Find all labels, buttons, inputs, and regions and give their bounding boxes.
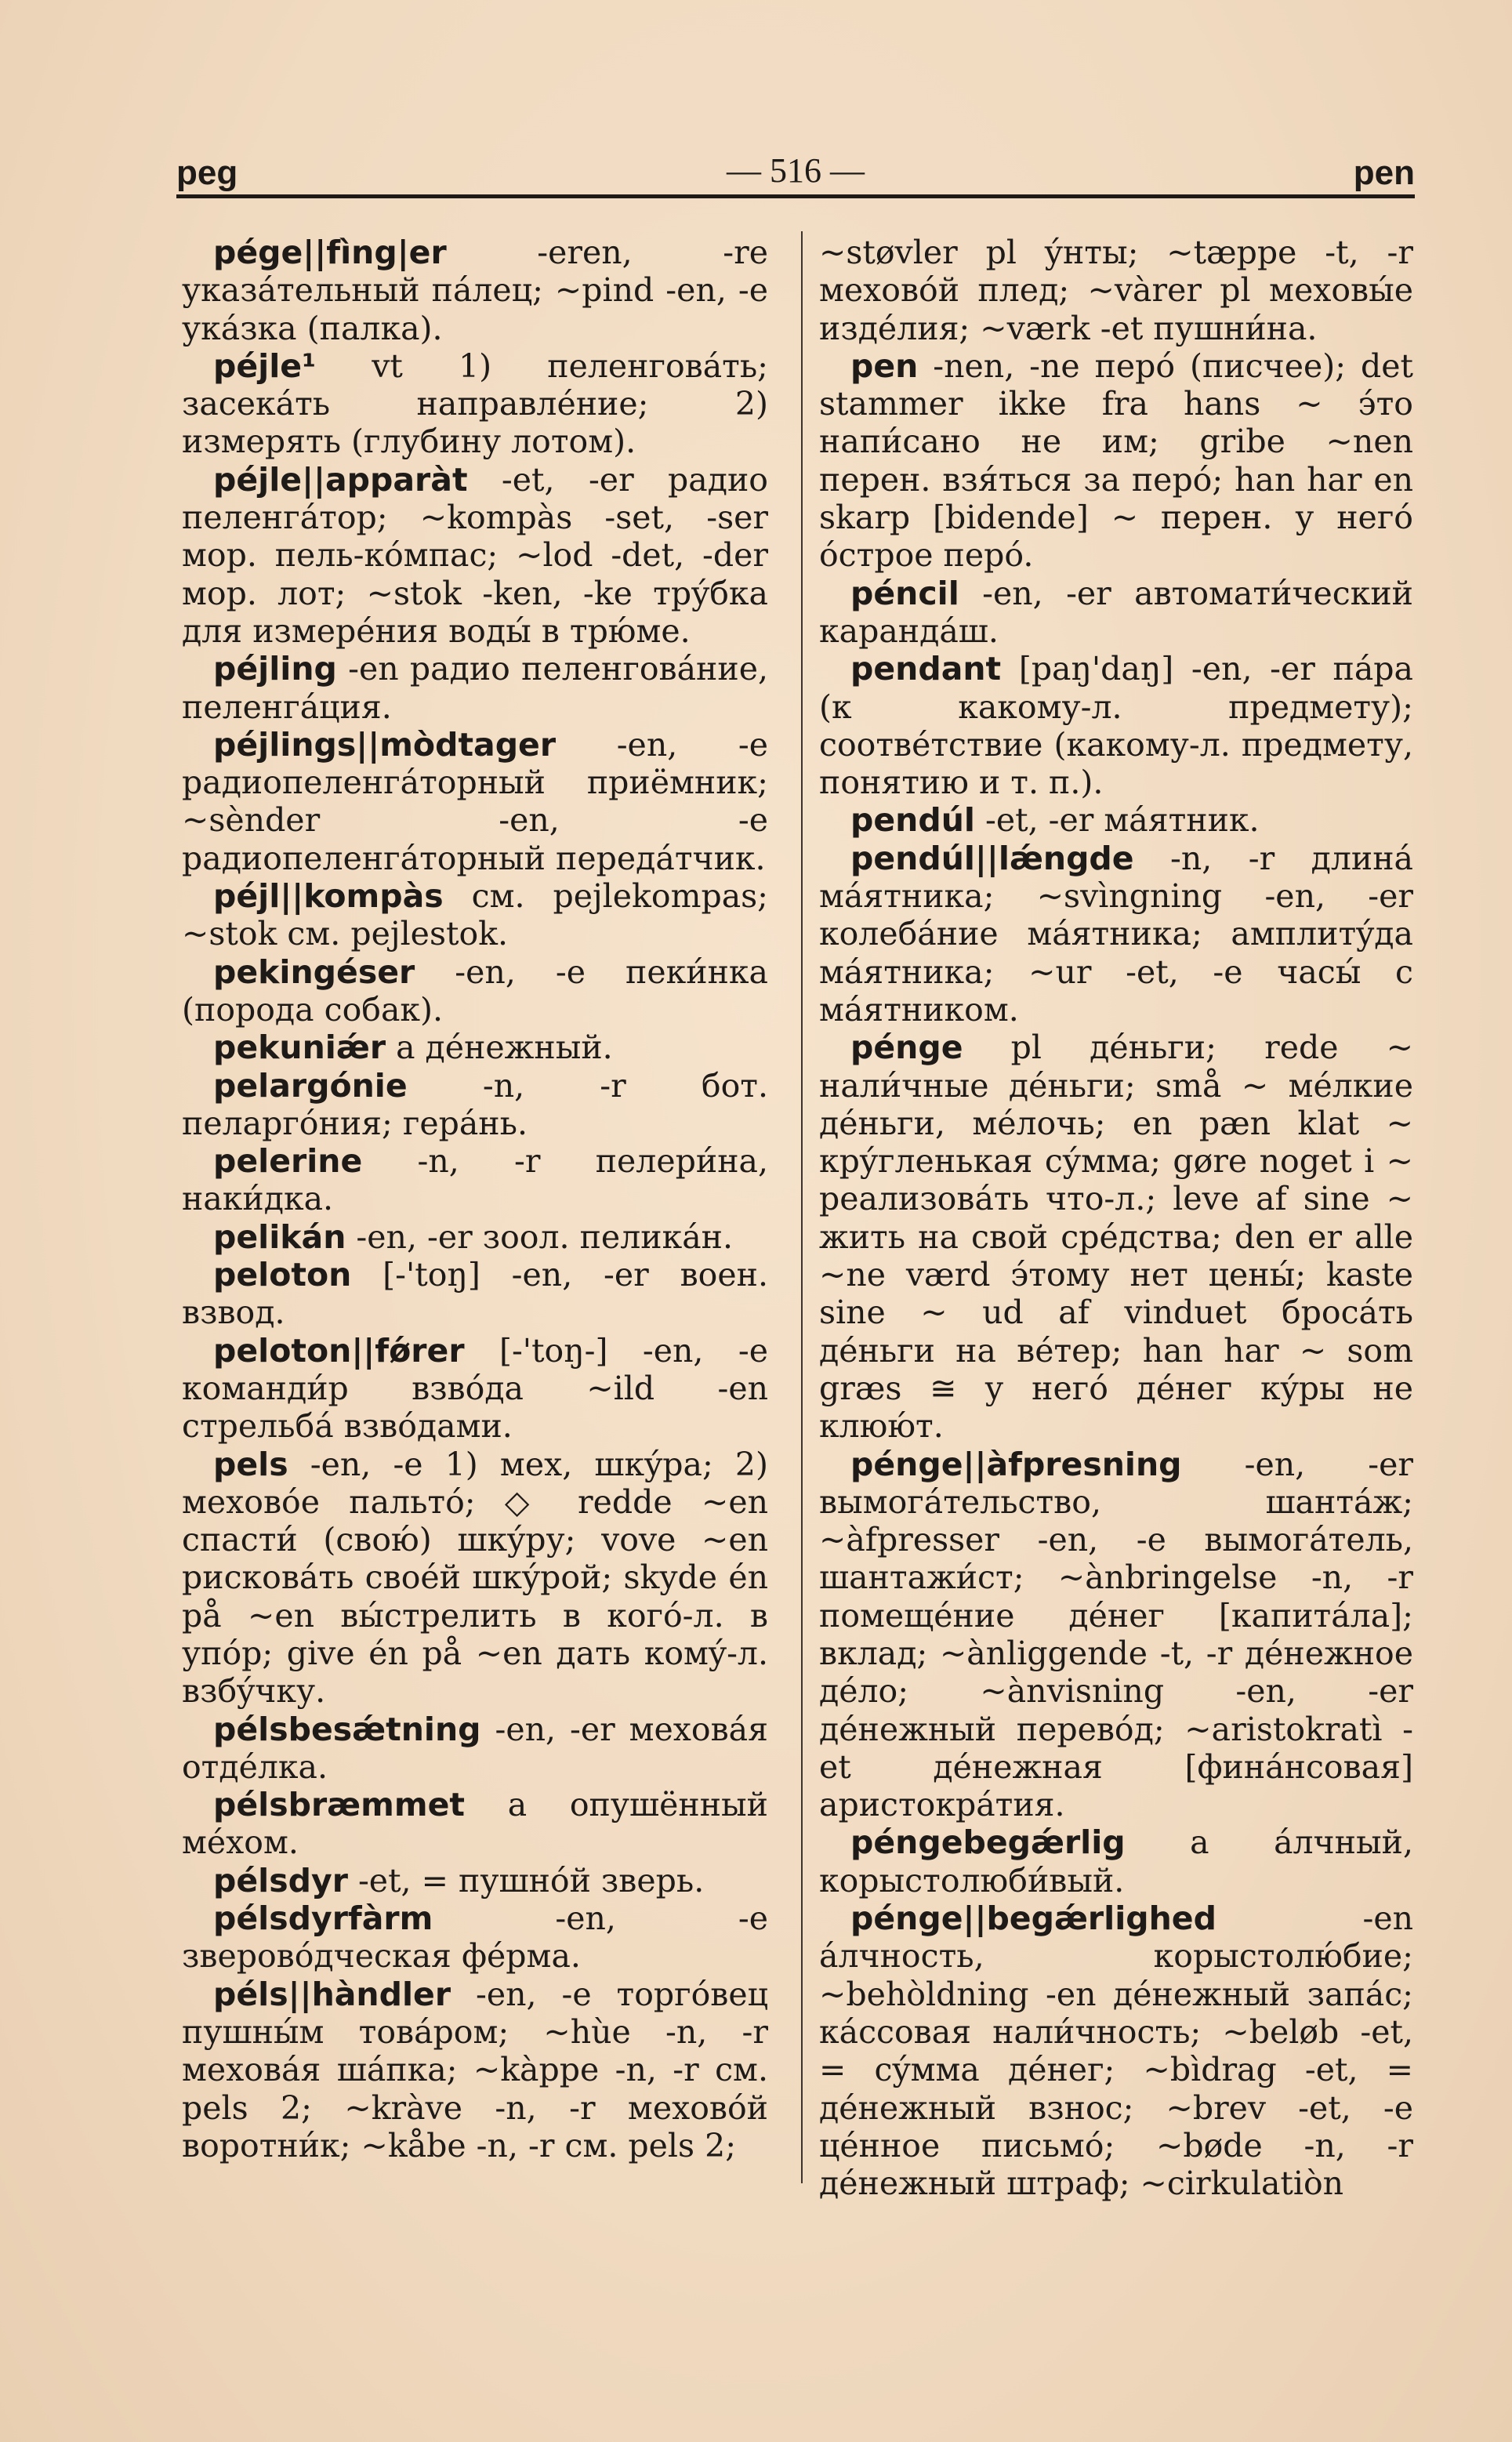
entry-headword: péjle¹ bbox=[213, 347, 317, 385]
dictionary-entry bbox=[182, 461, 768, 650]
entry-headword: pen bbox=[850, 347, 919, 385]
entry-headword: péjlings||mòdtager bbox=[213, 725, 557, 764]
entry-headword: pendúl bbox=[850, 801, 975, 840]
entry-definition: см. pejlekompas; ~stok см. pejlestok. bbox=[182, 877, 768, 953]
entry-headword: pelerine bbox=[213, 1142, 363, 1181]
dictionary-entry bbox=[182, 877, 768, 953]
dictionary-entry bbox=[182, 1862, 768, 1900]
entry-headword: pekingéser bbox=[213, 952, 415, 991]
dictionary-entry bbox=[182, 1976, 768, 2164]
dictionary-entry bbox=[819, 1029, 1413, 1445]
entry-headword: pekuniǽr bbox=[213, 1029, 386, 1067]
entry-headword: pége||fìng|er bbox=[213, 234, 447, 271]
column-divider bbox=[801, 231, 803, 2183]
entry-headword: péls||hàndler bbox=[213, 1975, 451, 2013]
header-left-guide-word: peg bbox=[176, 154, 238, 192]
entry-definition: -en, -e радиопеленгáторный приёмник; ~sènder -en, -e радиопеленгáторный передáтчик. bbox=[182, 725, 768, 877]
dictionary-entry bbox=[819, 347, 1413, 575]
header-right-guide-word: pen bbox=[1353, 154, 1415, 192]
dictionary-entry bbox=[182, 1711, 768, 1787]
entry-headword: pélsbræmmet bbox=[213, 1786, 465, 1824]
entry-definition: -n, -r длинá мáятника; ~svìngning -en, -er колебáние мáятника; амплитýда мáятника; ~ur -et, -e часы́ с мáятником. bbox=[819, 839, 1413, 1029]
right-column bbox=[819, 234, 1413, 2202]
dictionary-entry bbox=[182, 726, 768, 877]
dictionary-entry bbox=[819, 234, 1413, 347]
entry-definition: -et, = пушнóй зверь. bbox=[347, 1861, 705, 1900]
entry-definition: -n, -r бот. пеларгóния; герáнь. bbox=[182, 1066, 768, 1142]
entry-headword: pels bbox=[213, 1445, 288, 1483]
entry-headword: péjle||apparàt bbox=[213, 460, 468, 499]
entry-definition: vt 1) пеленговáть; засекáть направлéние; 2) измерять (глубину лотом). bbox=[182, 347, 768, 461]
entry-headword: pendúl||lǽngde bbox=[850, 839, 1134, 877]
entry-definition: -en, -er вымогáтельство, шантáж; ~àfpresser -en, -e вымогáтель, шантажи́ст; ~ànbringelse -n, -r помещéние дéнег [капитáла]; вклад; ~ànliggende -t, -r дéнежное дéло; ~ànvisning -en, -er дéнежный перевóд; ~aristokratì -et дéнежная [финáнсовая] аристокрáтия. bbox=[819, 1445, 1413, 1824]
entry-definition: -en радио пеленговáние, пеленгáция. bbox=[182, 650, 768, 726]
entry-definition: -en áлчность, корыстолю́бие; ~behòldning -en дéнежный запáс; кáссовая нали́чность; ~beløb -et, = сýмма дéнег; ~bìdrag -et, = дéнежный взнос; ~brev -et, -e цéнное письмó; ~bøde -n, -r дéнежный штраф; ~cirkulatiòn bbox=[819, 1900, 1413, 2203]
dictionary-entry bbox=[182, 1900, 768, 1976]
entry-definition: ~støvler pl ýнты; ~tæppe -t, -r меховóй плед; ~vàrer pl меховы́е издéлия; ~værk -et пушни́на. bbox=[819, 234, 1413, 347]
entry-definition: a áлчный, корыстолюби́вый. bbox=[819, 1823, 1413, 1900]
entry-headword: pélsdyrfàrm bbox=[213, 1900, 433, 1938]
left-column bbox=[182, 234, 768, 2164]
dictionary-entry bbox=[819, 1446, 1413, 1824]
entry-definition: -n, -r пелери́на, наки́дка. bbox=[182, 1142, 768, 1218]
entry-headword: péncil bbox=[850, 574, 959, 612]
entry-headword: pélsdyr bbox=[213, 1861, 348, 1900]
dictionary-entry bbox=[182, 1029, 768, 1066]
dictionary-entry bbox=[819, 801, 1413, 839]
entry-definition: -en, -er меховáя отдéлка. bbox=[182, 1710, 768, 1786]
entry-headword: pénge||àfpresning bbox=[850, 1445, 1182, 1483]
entry-headword: péngebegǽrlig bbox=[850, 1823, 1126, 1862]
entry-definition: -en, -e торгóвец пушны́м товáром; ~hùe -n, -r меховáя шáпка; ~kàppe -n, -r см. pels 2; ~kràve -n, -r меховóй воротни́к; ~kåbe -n, -r см. pels 2; bbox=[182, 1975, 768, 2164]
dictionary-entry bbox=[819, 650, 1413, 801]
dictionary-entry bbox=[182, 1218, 768, 1256]
entry-headword: pelikán bbox=[213, 1217, 346, 1256]
dictionary-entry bbox=[182, 1142, 768, 1218]
entry-definition: -et, -er мáятник. bbox=[974, 801, 1260, 840]
dictionary-entry bbox=[182, 1332, 768, 1446]
entry-definition: -en, -e зверовóдческая фéрма. bbox=[182, 1900, 768, 1976]
entry-definition: [paŋ'daŋ] -en, -er пáра (к какому-л. предмету); соотвéтствие (какому-л. предмету, понятию и т. п.). bbox=[819, 650, 1413, 802]
entry-definition: pl дéньги; rede ~ нали́чные дéньги; små ~ мéлкие дéньги, мéлочь; en pæn klat ~ крýгленькая сýмма; gøre noget i ~ реализовáть что-л.; leve af sine ~ жить на свой срéдства; den er alle ~ne værd э́тому нет цены́; kaste sine ~ ud af vinduet бросáть дéньги на вéтер; han har ~ som græs ≅ у негó дéнег кýры не клюю́т. bbox=[819, 1029, 1413, 1446]
entry-definition: -et, -er радио пеленгáтор; ~kompàs -set, -ser мор. пель-кóмпас; ~lod -det, -der мор. лот; ~stok -ken, -ke трýбка для измерéния воды́ в трю́ме. bbox=[182, 460, 768, 650]
entry-headword: pénge bbox=[850, 1029, 963, 1067]
entry-definition: [-'toŋ-] -en, -e команди́р взвóда ~ild -en стрельбá взвóдами. bbox=[182, 1331, 768, 1446]
entry-definition: a опушённый мéхом. bbox=[182, 1786, 768, 1862]
dictionary-entry bbox=[182, 1067, 768, 1143]
dictionary-entry bbox=[182, 1446, 768, 1711]
entry-definition: -en, -e пеки́нка (порода собак). bbox=[182, 952, 768, 1029]
dictionary-entry bbox=[819, 1823, 1413, 1900]
entry-definition: -eren, -re указáтельный пáлец; ~pind -en, -e укáзка (палка). bbox=[182, 234, 768, 347]
entry-definition: -en, -er автомати́ческий карандáш. bbox=[819, 574, 1413, 650]
page-number: — 516 — bbox=[727, 151, 865, 190]
dictionary-entry bbox=[819, 840, 1413, 1029]
entry-headword: péjl||kompàs bbox=[213, 877, 444, 916]
entry-headword: peloton bbox=[213, 1256, 352, 1294]
entry-definition: a дéнежный. bbox=[386, 1029, 613, 1067]
dictionary-entry bbox=[819, 575, 1413, 651]
entry-headword: pelargónie bbox=[213, 1066, 408, 1105]
entry-definition: -en, -er зоол. пеликáн. bbox=[346, 1217, 733, 1256]
entry-headword: péjling bbox=[213, 650, 337, 688]
dictionary-entry bbox=[182, 650, 768, 726]
entry-headword: pénge||begǽrlighed bbox=[850, 1900, 1216, 1938]
dictionary-entry bbox=[182, 1256, 768, 1332]
entry-definition: -nen, -ne перó (писчее); det stammer ikke fra hans ~ э́то напи́сано не им; gribe ~nen перен. взя́ться за перó; han har en skarp [bidende] ~ перен. у негó óстрое перó. bbox=[819, 347, 1413, 575]
entry-headword: pendant bbox=[850, 650, 1002, 688]
entry-definition: -en, -e 1) мех, шкýра; 2) меховóе пальтó; ◇ redde ~en спасти́ (свою́) шкýру; vove ~en рисковáть своéй шкýрой; skyde én på ~en вы́стрелить в когó-л. в упóр; give én på ~en дать комý-л. взбýчку. bbox=[182, 1445, 768, 1711]
dictionary-entry bbox=[819, 1900, 1413, 2202]
dictionary-entry bbox=[182, 234, 768, 347]
header-rule bbox=[176, 194, 1415, 198]
dictionary-entry bbox=[182, 347, 768, 461]
dictionary-entry bbox=[182, 1786, 768, 1862]
dictionary-entry bbox=[182, 953, 768, 1029]
entry-definition: [-'toŋ] -en, -er воен. взвод. bbox=[182, 1256, 768, 1332]
entry-headword: peloton||fǿrer bbox=[213, 1331, 465, 1370]
entry-headword: pélsbesǽtning bbox=[213, 1710, 481, 1748]
